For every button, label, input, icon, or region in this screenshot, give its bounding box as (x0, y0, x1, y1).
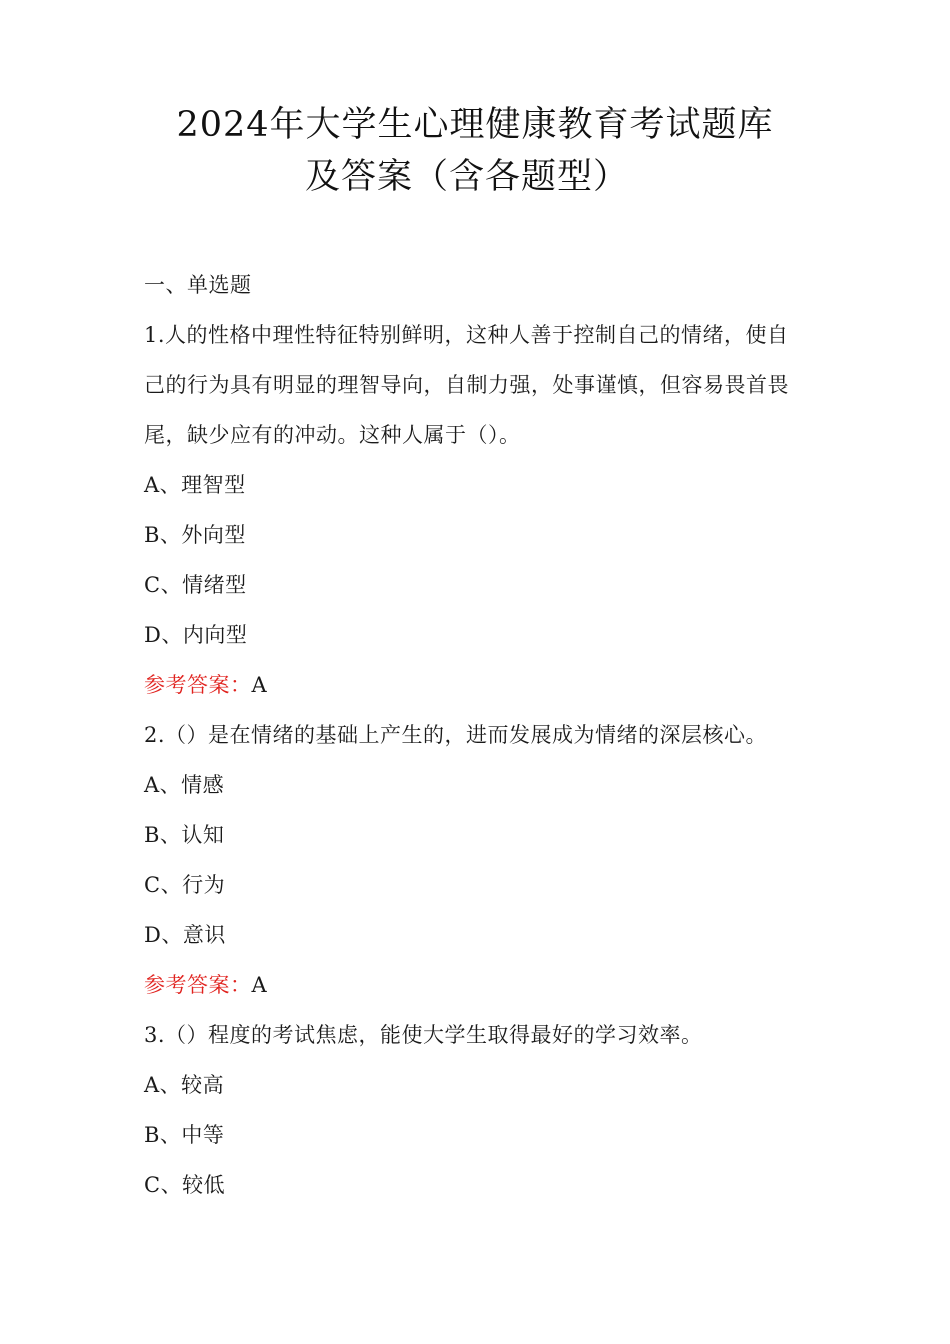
question-1-stem-line-3: 尾，缺少应有的冲动。这种人属于（）。 (144, 423, 521, 447)
question-1-stem-line-2: 己的行为具有明显的理智导向，自制力强，处事谨慎，但容易畏首畏 (144, 373, 789, 397)
question-2-option-c: C、行为 (144, 873, 226, 897)
question-2-option-d: D、意识 (144, 923, 226, 947)
question-3-stem-line-1: 3.（）程度的考试焦虑，能使大学生取得最好的学习效率。 (144, 1023, 703, 1047)
question-2-answer (144, 967, 814, 1017)
question-2-stem-line-1: 2.（）是在情绪的基础上产生的，进而发展成为情绪的深层核心。 (144, 723, 768, 747)
question-1-option-b: B、外向型 (144, 523, 246, 547)
question-1-option-a: A、理智型 (144, 473, 246, 497)
question-1-option-c: C、情绪型 (144, 573, 247, 597)
answer-value: A (251, 973, 268, 997)
question-3-option-b: B、中等 (144, 1123, 225, 1147)
question-1-option-d: D、内向型 (144, 623, 248, 647)
document-body (144, 267, 814, 1217)
question-1-answer (144, 667, 814, 717)
question-3-option-c: C、较低 (144, 1173, 226, 1197)
document-title-line2: 及答案（含各题型） (304, 157, 629, 197)
question-3-option-a: A、较高 (144, 1073, 225, 1097)
document-title-line1: 2024年大学生心理健康教育考试题库 (176, 105, 774, 145)
answer-value: A (251, 673, 268, 697)
question-2-option-b: B、认知 (144, 823, 225, 847)
answer-label: 参考答案： (144, 673, 252, 697)
question-1-stem-line-1: 1.人的性格中理性特征特别鲜明，这种人善于控制自己的情绪，使自 (144, 323, 789, 347)
section-heading: 一、单选题 (144, 273, 252, 297)
answer-label: 参考答案： (144, 973, 252, 997)
question-2-option-a: A、情感 (144, 773, 225, 797)
